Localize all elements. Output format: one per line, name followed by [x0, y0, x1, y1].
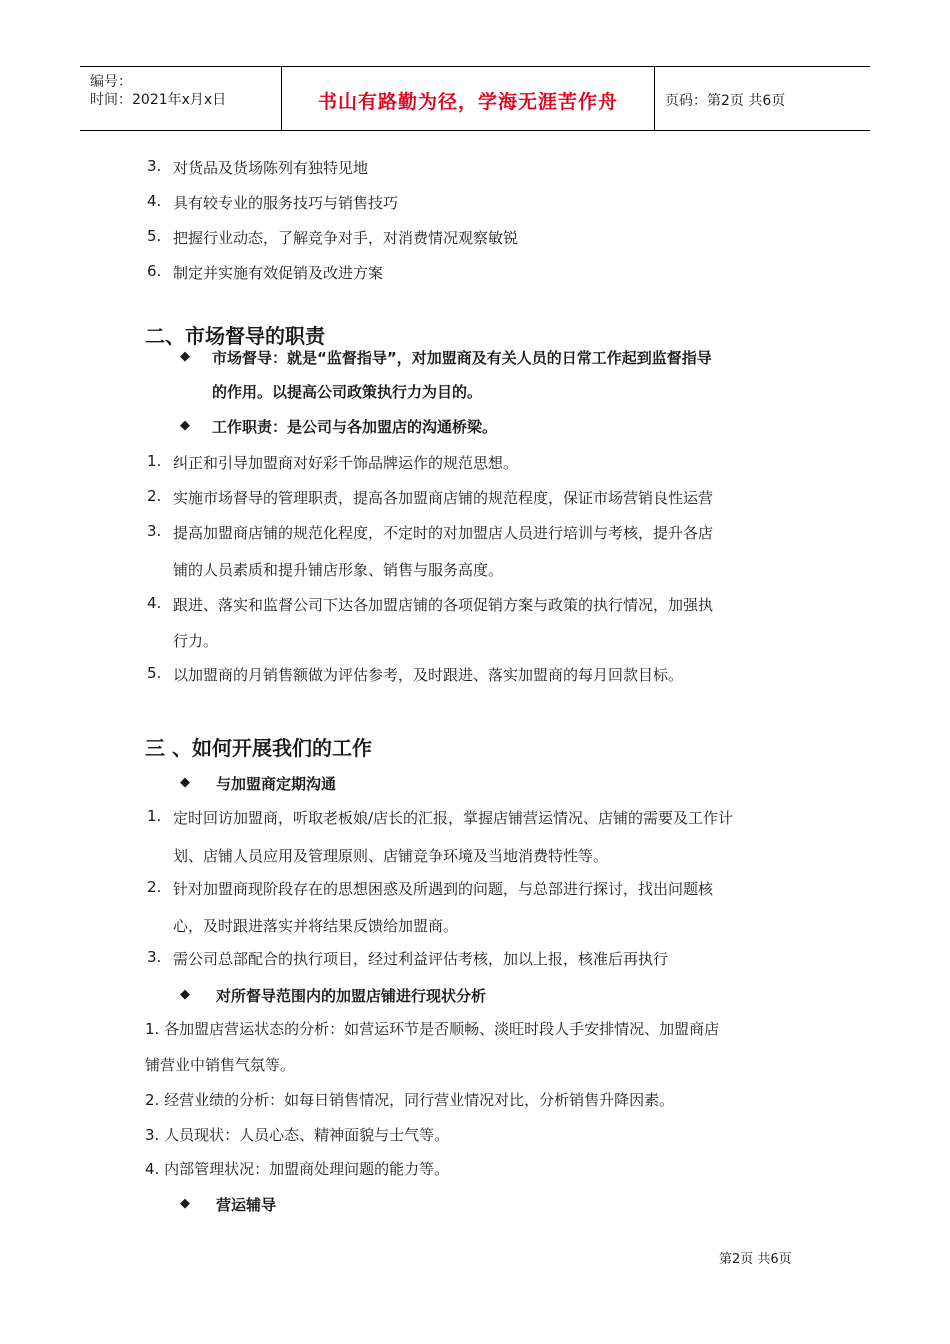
list-item-number: 1. [147, 807, 162, 825]
list-item-text: 需公司总部配合的执行项目，经过利益评估考核，加以上报，核准后再执行 [173, 950, 669, 968]
list-item-text: 实施市场督导的管理职责，提高各加盟商店铺的规范程度，保证市场营销良性运营 [173, 489, 714, 507]
list-item-number: 5. [147, 664, 162, 682]
list-item-number: 2. [147, 487, 162, 505]
list-item-text: 对货品及货场陈列有独特见地 [173, 159, 369, 177]
diamond-bullet-icon: ◆ [180, 1196, 190, 1211]
header-motto-cell [282, 67, 655, 130]
analysis-item: 4. 内部管理状况：加盟商处理问题的能力等。 [145, 1160, 450, 1178]
section-heading: 二、市场督导的职责 [145, 324, 325, 348]
document-number-label: 编号： [90, 74, 132, 90]
section-heading: 三 、如何开展我们的工作 [145, 736, 372, 760]
list-item-text-continued: 行力。 [173, 632, 219, 650]
header-page-cell [655, 67, 870, 130]
diamond-bullet-icon: ◆ [180, 775, 190, 790]
list-item-text: 把握行业动态，了解竞争对手，对消费情况观察敏锐 [173, 229, 519, 247]
diamond-bullet-icon: ◆ [180, 987, 190, 1002]
bullet-text: 营运辅导 [216, 1196, 277, 1214]
header-meta-cell [80, 67, 282, 130]
list-item-text-continued: 铺的人员素质和提升铺店形象、销售与服务高度。 [173, 561, 504, 579]
header-motto: 书山有路勤为径，学海无涯苦作舟 [317, 91, 618, 113]
list-item-text-continued: 心，及时跟进落实并将结果反馈给加盟商。 [173, 917, 459, 935]
list-item-number: 3. [147, 157, 162, 175]
analysis-item: 2. 经营业绩的分析：如每日销售情况，同行营业情况对比，分析销售升降因素。 [145, 1091, 675, 1109]
list-item-number: 5. [147, 227, 162, 245]
header-page-number: 页码：第2页 共6页 [665, 93, 786, 109]
list-item-number: 4. [147, 594, 162, 612]
bullet-text-continued: 的作用。以提高公司政策执行力为目的。 [212, 383, 483, 401]
list-item-number: 1. [147, 452, 162, 470]
list-item-text: 以加盟商的月销售额做为评估参考，及时跟进、落实加盟商的每月回款目标。 [173, 666, 684, 684]
diamond-bullet-icon: ◆ [180, 418, 190, 433]
analysis-item: 1. 各加盟店营运状态的分析：如营运环节是否顺畅、淡旺时段人手安排情况、加盟商店 [145, 1020, 720, 1038]
list-item-text: 针对加盟商现阶段存在的思想困惑及所遇到的问题，与总部进行探讨，找出问题核 [173, 880, 714, 898]
list-item-text: 纠正和引导加盟商对好彩千饰品牌运作的规范思想。 [173, 454, 519, 472]
list-item-text: 制定并实施有效促销及改进方案 [173, 264, 384, 282]
bullet-text: 工作职责：是公司与各加盟店的沟通桥梁。 [212, 418, 498, 436]
bullet-text: 与加盟商定期沟通 [216, 775, 337, 793]
analysis-item-continued: 铺营业中销售气氛等。 [145, 1056, 296, 1074]
document-time-label: 时间：2021年x月x日 [90, 92, 227, 108]
page-footer: 第2页 共6页 [719, 1252, 792, 1267]
list-item-text-continued: 划、店铺人员应用及管理原则、店铺竞争环境及当地消费特性等。 [173, 847, 609, 865]
list-item-number: 3. [147, 522, 162, 540]
diamond-bullet-icon: ◆ [180, 349, 190, 364]
list-item-number: 4. [147, 192, 162, 210]
list-item-number: 3. [147, 948, 162, 966]
analysis-item: 3. 人员现状：人员心态、精神面貌与士气等。 [145, 1126, 450, 1144]
bullet-text: 市场督导：就是“监督指导”，对加盟商及有关人员的日常工作起到监督指导 [212, 349, 712, 367]
bullet-text: 对所督导范围内的加盟店铺进行现状分析 [216, 987, 487, 1005]
list-item-text: 具有较专业的服务技巧与销售技巧 [173, 194, 399, 212]
list-item-text: 定时回访加盟商，听取老板娘/店长的汇报，掌握店铺营运情况、店铺的需要及工作计 [173, 809, 734, 827]
list-item-text: 提高加盟商店铺的规范化程度，不定时的对加盟店人员进行培训与考核，提升各店 [173, 524, 714, 542]
page-header [80, 66, 870, 131]
list-item-number: 2. [147, 878, 162, 896]
list-item-number: 6. [147, 262, 162, 280]
list-item-text: 跟进、落实和监督公司下达各加盟店铺的各项促销方案与政策的执行情况，加强执 [173, 596, 714, 614]
